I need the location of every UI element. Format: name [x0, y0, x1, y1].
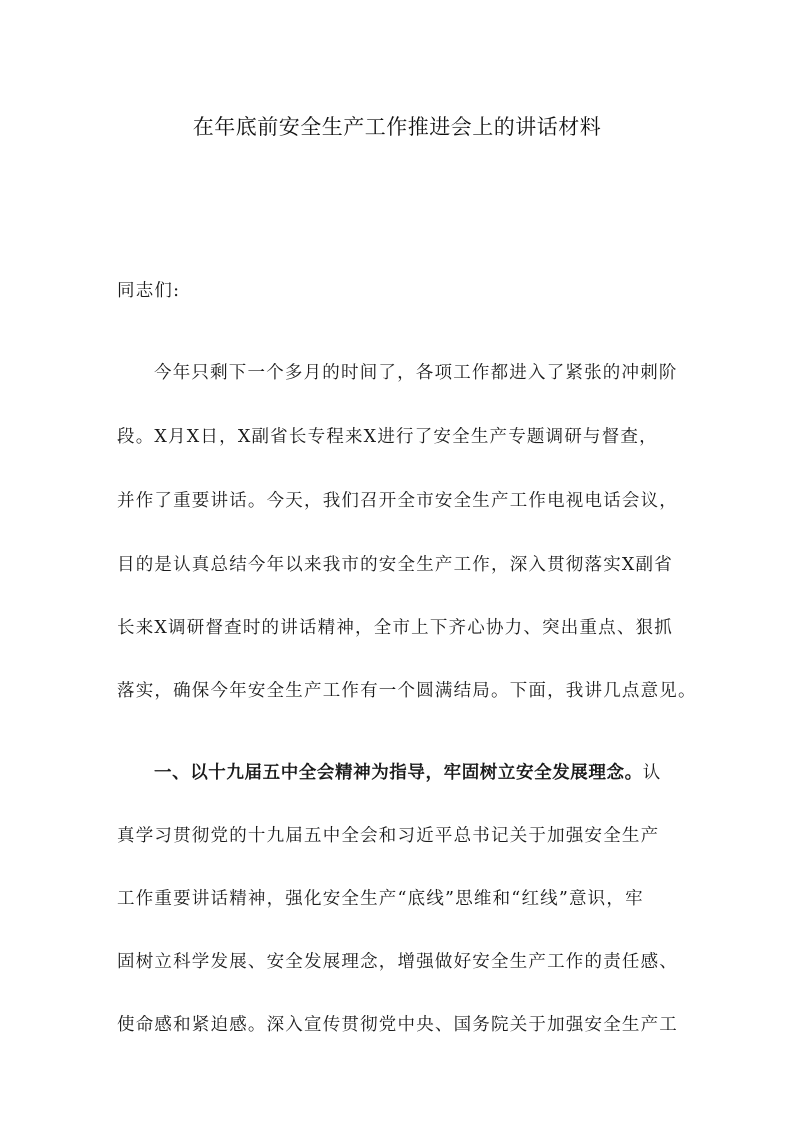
section-heading-line — [154, 760, 661, 786]
document-title: 在年底前安全生产工作推进会上的讲话材料 — [192, 115, 602, 139]
paragraph-line: 目的是认真总结今年以来我市的安全生产工作，深入贯彻落实X副省 — [117, 555, 673, 575]
paragraph-line: 并作了重要讲话。今天，我们召开全市安全生产工作电视电话会议， — [117, 491, 678, 511]
paragraph-line: 固树立科学发展、安全发展理念，增强做好安全生产工作的责任感、 — [117, 952, 678, 972]
paragraph-line: 今年只剩下一个多月的时间了，各项工作都进入了紧张的冲刺阶 — [154, 363, 678, 383]
salutation: 同志们: — [117, 281, 181, 301]
section-heading: 一、以十九届五中全会精神为指导，牢固树立安全发展理念。 — [154, 763, 643, 783]
paragraph-line: 落实，确保今年安全生产工作有一个圆满结局。下面，我讲几点意见。 — [117, 681, 697, 701]
paragraph-line: 真学习贯彻党的十九届五中全会和习近平总书记关于加强安全生产 — [117, 826, 660, 846]
paragraph-line: 使命感和紧迫感。深入宣传贯彻党中央、国务院关于加强安全生产工 — [117, 1015, 678, 1035]
paragraph-line: 长来X调研督查时的讲话精神，全市上下齐心协力、突出重点、狠抓 — [117, 618, 673, 638]
section-heading-tail: 认 — [642, 763, 662, 783]
paragraph-line: 段。X月X日，X副省长专程来X进行了安全生产专题调研与督查， — [117, 427, 658, 447]
paragraph-line: 工作重要讲话精神，强化安全生产“底线”思维和“红线”意识，牢 — [117, 889, 644, 909]
